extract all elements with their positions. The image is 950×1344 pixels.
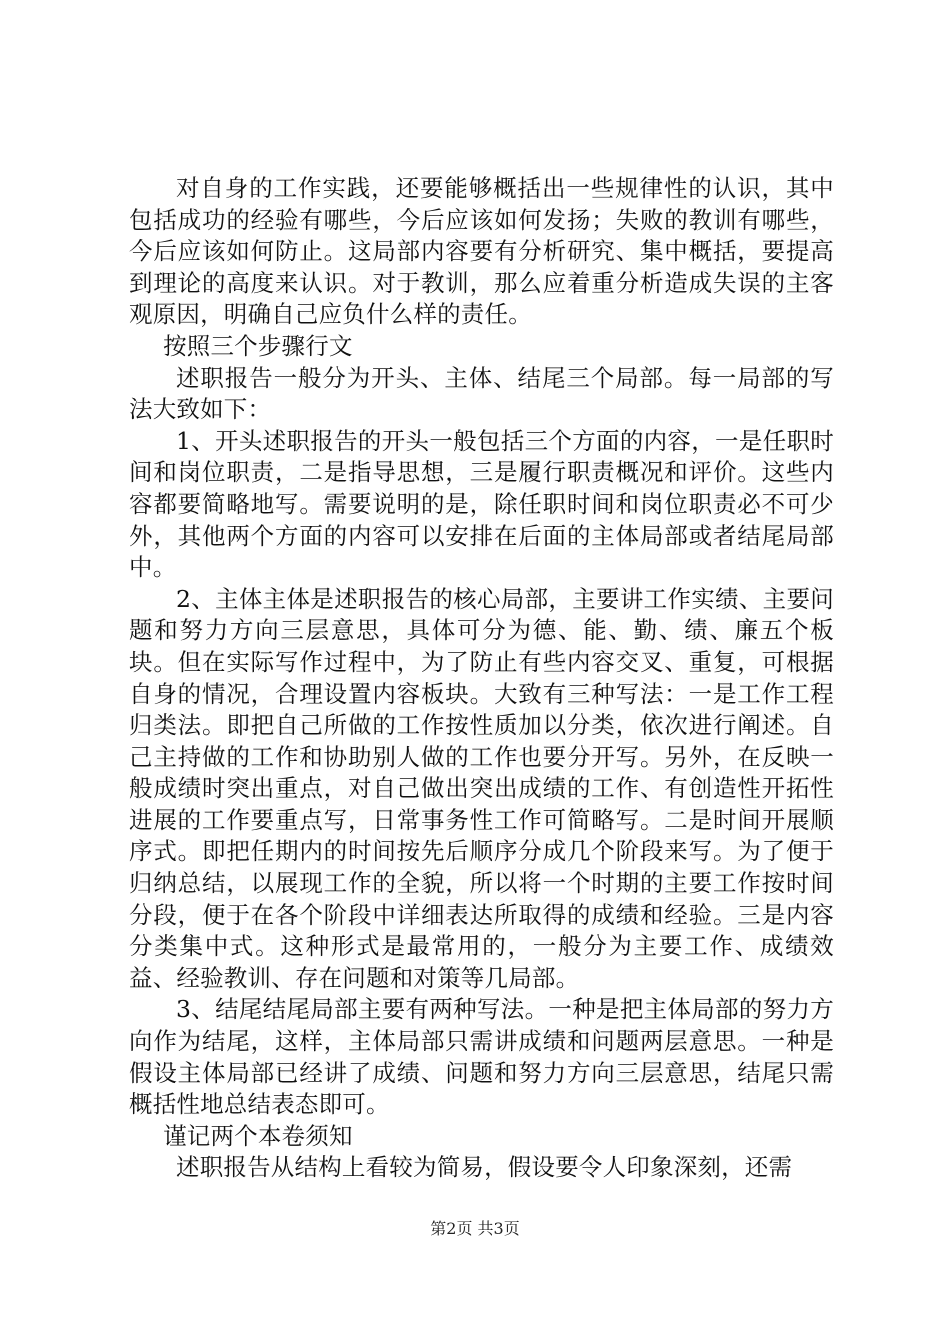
paragraph-report-structure: 述职报告一般分为开头、主体、结尾三个局部。每一局部的写法大致如下： (129, 363, 834, 424)
section-heading-two-notes: 谨记两个本卷须知 (163, 1121, 353, 1150)
document-body (129, 173, 834, 1184)
paragraph-summary-lessons: 对自身的工作实践，还要能够概括出一些规律性的认识，其中包括成功的经验有哪些，今后应该如何发扬；失败的教训有哪些，今后应该如何防止。这局部内容要有分析研究、集中概括，要提高到理论的高度来认识。对于教训，那么应着重分析造成失误的主客观原因，明确自己应负什么样的责任。 (129, 174, 834, 329)
page-footer: 第2页 共3页 (430, 1219, 520, 1238)
paragraph-opening: 1、开头述职报告的开头一般包括三个方面的内容，一是任职时间和岗位职责，二是指导思想，三是履行职责概况和评价。这些内容都要简略地写。需要说明的是，除任职时间和岗位职责必不可少外，其他两个方面的内容可以安排在后面的主体局部或者结尾局部中。 (129, 426, 834, 582)
paragraph-body: 2、主体主体是述职报告的核心局部，主要讲工作实绩、主要问题和努力方向三层意思，具体可分为德、能、勤、绩、廉五个板块。但在实际写作过程中，为了防止有些内容交叉、重复，可根据自身的情况，合理设置内容板块。大致有三种写法：一是工作工程归类法。即把自己所做的工作按性质加以分类，依次进行阐述。自己主持做的工作和协助别人做的工作也要分开写。另外，在反映一般成绩时突出重点，对自己做出突出成绩的工作、有创造性开拓性进展的工作要重点写，日常事务性工作可简略写。二是时间开展顺序式。即把任期内的时间按先后顺序分成几个阶段来写。为了便于归纳总结，以展现工作的全貌，所以将一个时期的主要工作按时间分段，便于在各个阶段中详细表达所取得的成绩和经验。三是内容分类集中式。这种形式是最常用的，一般分为主要工作、成绩效益、经验教训、存在问题和对策等几局部。 (129, 584, 834, 992)
paragraph-ending: 3、结尾结尾局部主要有两种写法。一种是把主体局部的努力方向作为结尾，这样，主体局部只需讲成绩和问题两层意思。一种是假设主体局部已经讲了成绩、问题和努力方向三层意思，结尾只需概括性地总结表态即可。 (129, 995, 834, 1119)
paragraph-structure-note: 述职报告从结构上看较为简易，假设要令人印象深刻，还需 (176, 1153, 793, 1182)
section-heading-three-steps: 按照三个步骤行文 (163, 331, 353, 360)
